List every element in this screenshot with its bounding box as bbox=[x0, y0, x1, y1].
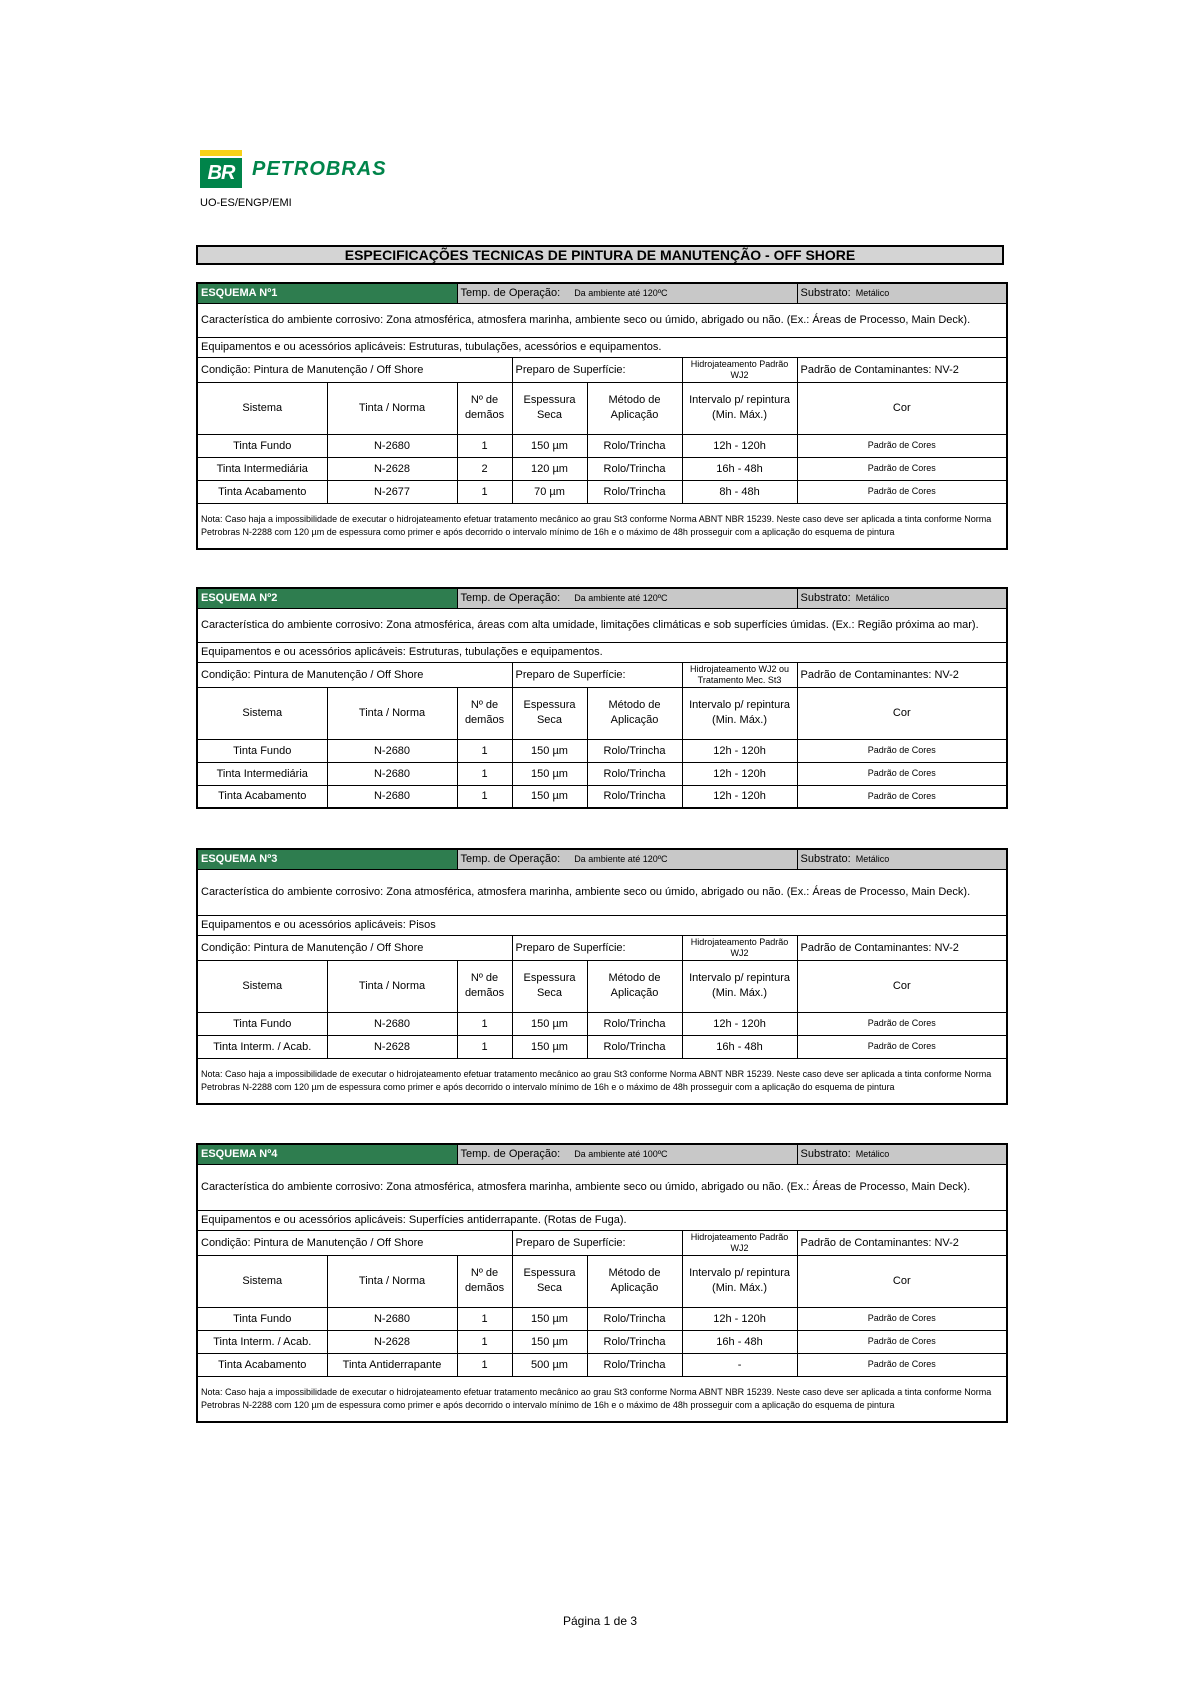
table-cell: Tinta Fundo bbox=[197, 739, 327, 762]
column-header: Método de Aplicação bbox=[587, 1255, 682, 1307]
column-header: Cor bbox=[797, 960, 1007, 1012]
surface-prep-label: Preparo de Superfície: bbox=[512, 662, 682, 687]
table-cell: Rolo/Trincha bbox=[587, 434, 682, 457]
environment-description: Característica do ambiente corrosivo: Zona atmosférica, atmosfera marinha, ambiente seco ou úmido, abrigado ou não. (Ex.: Áreas de Processo, Main Deck). bbox=[197, 1164, 1007, 1210]
table-cell: 12h - 120h bbox=[682, 1307, 797, 1330]
substrate bbox=[797, 1144, 1007, 1164]
table-row bbox=[197, 1307, 1007, 1330]
table-cell: 1 bbox=[457, 785, 512, 808]
table-row bbox=[197, 739, 1007, 762]
table-cell: N-2680 bbox=[327, 434, 457, 457]
table-cell: 12h - 120h bbox=[682, 1012, 797, 1035]
table-cell: Padrão de Cores bbox=[797, 785, 1007, 808]
column-header: Nº de demãos bbox=[457, 687, 512, 739]
condition: Condição: Pintura de Manutenção / Off Shore bbox=[197, 662, 512, 687]
column-header: Tinta / Norma bbox=[327, 960, 457, 1012]
scheme-table bbox=[196, 587, 1008, 809]
table-cell: Rolo/Trincha bbox=[587, 1330, 682, 1353]
column-header: Espessura Seca bbox=[512, 1255, 587, 1307]
column-header: Intervalo p/ repintura (Min. Máx.) bbox=[682, 687, 797, 739]
table-cell: 1 bbox=[457, 1307, 512, 1330]
column-header: Espessura Seca bbox=[512, 382, 587, 434]
table-cell: Rolo/Trincha bbox=[587, 480, 682, 503]
table-cell: 16h - 48h bbox=[682, 1035, 797, 1058]
operating-temp bbox=[457, 283, 797, 303]
logo-wordmark: PETROBRAS bbox=[252, 157, 387, 180]
table-cell: 1 bbox=[457, 1330, 512, 1353]
table-cell: 8h - 48h bbox=[682, 480, 797, 503]
column-header: Tinta / Norma bbox=[327, 382, 457, 434]
substrate-value: Metálico bbox=[855, 288, 890, 299]
column-header: Espessura Seca bbox=[512, 687, 587, 739]
column-header: Sistema bbox=[197, 687, 327, 739]
substrate bbox=[797, 283, 1007, 303]
contaminant-standard: Padrão de Contaminantes: NV-2 bbox=[797, 662, 1007, 687]
table-cell: 2 bbox=[457, 457, 512, 480]
applicable-equipment: Equipamentos e ou acessórios aplicáveis: Estruturas, tubulações e equipamentos. bbox=[197, 642, 1007, 662]
table-cell: Rolo/Trincha bbox=[587, 1012, 682, 1035]
substrate-label: Substrato: bbox=[800, 1148, 851, 1161]
table-row bbox=[197, 1035, 1007, 1058]
table-cell: 150 µm bbox=[512, 762, 587, 785]
temp-label: Temp. de Operação: bbox=[460, 1148, 561, 1161]
substrate-label: Substrato: bbox=[800, 592, 851, 605]
table-cell: N-2680 bbox=[327, 1012, 457, 1035]
table-cell: Tinta Antiderrapante bbox=[327, 1353, 457, 1376]
column-header: Nº de demãos bbox=[457, 1255, 512, 1307]
table-cell: Tinta Interm. / Acab. bbox=[197, 1330, 327, 1353]
table-row bbox=[197, 480, 1007, 503]
table-row bbox=[197, 785, 1007, 808]
table-cell: - bbox=[682, 1353, 797, 1376]
table-cell: 70 µm bbox=[512, 480, 587, 503]
table-cell: 150 µm bbox=[512, 785, 587, 808]
table-cell: Rolo/Trincha bbox=[587, 762, 682, 785]
temp-label: Temp. de Operação: bbox=[460, 592, 561, 605]
condition: Condição: Pintura de Manutenção / Off Shore bbox=[197, 357, 512, 382]
substrate-value: Metálico bbox=[855, 1149, 890, 1160]
scheme-table bbox=[196, 282, 1008, 550]
scheme-name: ESQUEMA Nº2 bbox=[197, 588, 457, 608]
br-logo-mark bbox=[200, 150, 242, 188]
substrate-label: Substrato: bbox=[800, 287, 851, 300]
table-cell: Padrão de Cores bbox=[797, 1012, 1007, 1035]
table-cell: Padrão de Cores bbox=[797, 457, 1007, 480]
table-cell: Tinta Intermediária bbox=[197, 457, 327, 480]
column-header: Cor bbox=[797, 382, 1007, 434]
column-header: Nº de demãos bbox=[457, 382, 512, 434]
column-header: Espessura Seca bbox=[512, 960, 587, 1012]
table-row bbox=[197, 1353, 1007, 1376]
temp-value: Da ambiente até 120ºC bbox=[574, 288, 668, 299]
table-cell: N-2680 bbox=[327, 1307, 457, 1330]
table-cell: 16h - 48h bbox=[682, 457, 797, 480]
table-cell: 150 µm bbox=[512, 1012, 587, 1035]
table-cell: Padrão de Cores bbox=[797, 1353, 1007, 1376]
scheme-note: Nota: Caso haja a impossibilidade de executar o hidrojateamento efetuar tratamento mecânico ao grau St3 conforme Norma ABNT NBR 15239. Neste caso deve ser aplicada a tinta conforme Norma Petrobras N-2288 com 120 µm de espessura como primer e após decorrido o intervalo mínimo de 16h e o máximo de 48h prosseguir com a aplicação do esquema de pintura bbox=[197, 503, 1007, 549]
table-cell: 150 µm bbox=[512, 434, 587, 457]
surface-prep-value: Hidrojateamento Padrão WJ2 bbox=[682, 1230, 797, 1255]
table-cell: 1 bbox=[457, 1353, 512, 1376]
page-number: Página 1 de 3 bbox=[562, 1614, 638, 1628]
table-cell: 12h - 120h bbox=[682, 434, 797, 457]
column-header: Intervalo p/ repintura (Min. Máx.) bbox=[682, 382, 797, 434]
column-header: Tinta / Norma bbox=[327, 687, 457, 739]
table-cell: 150 µm bbox=[512, 1307, 587, 1330]
surface-prep-value: Hidrojateamento WJ2 ou Tratamento Mec. St3 bbox=[682, 662, 797, 687]
table-cell: Padrão de Cores bbox=[797, 1330, 1007, 1353]
table-cell: 1 bbox=[457, 1035, 512, 1058]
column-header: Nº de demãos bbox=[457, 960, 512, 1012]
table-cell: Tinta Interm. / Acab. bbox=[197, 1035, 327, 1058]
table-cell: N-2677 bbox=[327, 480, 457, 503]
table-cell: Padrão de Cores bbox=[797, 480, 1007, 503]
surface-prep-value: Hidrojateamento Padrão WJ2 bbox=[682, 357, 797, 382]
column-header: Cor bbox=[797, 687, 1007, 739]
temp-value: Da ambiente até 100ºC bbox=[574, 1149, 668, 1160]
environment-description: Característica do ambiente corrosivo: Zona atmosférica, áreas com alta umidade, limitações climáticas e sob superfícies úmidas. (Ex.: Região próxima ao mar). bbox=[197, 608, 1007, 642]
table-cell: Padrão de Cores bbox=[797, 1307, 1007, 1330]
table-row bbox=[197, 1012, 1007, 1035]
table-cell: N-2680 bbox=[327, 762, 457, 785]
table-cell: Tinta Fundo bbox=[197, 434, 327, 457]
table-cell: 500 µm bbox=[512, 1353, 587, 1376]
applicable-equipment: Equipamentos e ou acessórios aplicáveis: Superfícies antiderrapante. (Rotas de Fuga). bbox=[197, 1210, 1007, 1230]
column-header: Intervalo p/ repintura (Min. Máx.) bbox=[682, 1255, 797, 1307]
table-cell: 1 bbox=[457, 739, 512, 762]
operating-temp bbox=[457, 849, 797, 869]
table-cell: Tinta Acabamento bbox=[197, 1353, 327, 1376]
table-cell: Padrão de Cores bbox=[797, 1035, 1007, 1058]
page-title: ESPECIFICAÇÕES TECNICAS DE PINTURA DE MANUTENÇÃO - OFF SHORE bbox=[196, 245, 1004, 265]
substrate-label: Substrato: bbox=[800, 853, 851, 866]
scheme-name: ESQUEMA Nº3 bbox=[197, 849, 457, 869]
table-cell: 1 bbox=[457, 480, 512, 503]
table-cell: 150 µm bbox=[512, 739, 587, 762]
environment-description: Característica do ambiente corrosivo: Zona atmosférica, atmosfera marinha, ambiente seco ou úmido, abrigado ou não. (Ex.: Áreas de Processo, Main Deck). bbox=[197, 869, 1007, 915]
table-row bbox=[197, 762, 1007, 785]
scheme-note: Nota: Caso haja a impossibilidade de executar o hidrojateamento efetuar tratamento mecânico ao grau St3 conforme Norma ABNT NBR 15239. Neste caso deve ser aplicada a tinta conforme Norma Petrobras N-2288 com 120 µm de espessura como primer e após decorrido o intervalo mínimo de 16h e o máximo de 48h prosseguir com a aplicação do esquema de pintura bbox=[197, 1376, 1007, 1422]
temp-value: Da ambiente até 120ºC bbox=[574, 593, 668, 604]
substrate-value: Metálico bbox=[855, 854, 890, 865]
column-header: Sistema bbox=[197, 960, 327, 1012]
table-cell: N-2680 bbox=[327, 739, 457, 762]
temp-label: Temp. de Operação: bbox=[460, 287, 561, 300]
substrate-value: Metálico bbox=[855, 593, 890, 604]
table-cell: 1 bbox=[457, 762, 512, 785]
operating-temp bbox=[457, 1144, 797, 1164]
table-cell: N-2628 bbox=[327, 1330, 457, 1353]
table-cell: Rolo/Trincha bbox=[587, 1307, 682, 1330]
table-cell: 1 bbox=[457, 1012, 512, 1035]
column-header: Método de Aplicação bbox=[587, 960, 682, 1012]
table-cell: Rolo/Trincha bbox=[587, 785, 682, 808]
table-cell: 12h - 120h bbox=[682, 785, 797, 808]
column-header: Intervalo p/ repintura (Min. Máx.) bbox=[682, 960, 797, 1012]
table-cell: 120 µm bbox=[512, 457, 587, 480]
table-cell: Rolo/Trincha bbox=[587, 739, 682, 762]
table-cell: Tinta Fundo bbox=[197, 1307, 327, 1330]
substrate bbox=[797, 849, 1007, 869]
table-cell: Padrão de Cores bbox=[797, 739, 1007, 762]
condition: Condição: Pintura de Manutenção / Off Shore bbox=[197, 935, 512, 960]
department-code: UO-ES/ENGP/EMI bbox=[200, 197, 292, 209]
table-cell: 150 µm bbox=[512, 1330, 587, 1353]
table-row bbox=[197, 1330, 1007, 1353]
substrate bbox=[797, 588, 1007, 608]
scheme-table bbox=[196, 1143, 1008, 1423]
column-header: Método de Aplicação bbox=[587, 382, 682, 434]
logo-box-text: BR bbox=[200, 158, 242, 188]
table-cell: Tinta Fundo bbox=[197, 1012, 327, 1035]
column-header: Sistema bbox=[197, 1255, 327, 1307]
temp-label: Temp. de Operação: bbox=[460, 853, 561, 866]
table-row bbox=[197, 457, 1007, 480]
table-cell: N-2680 bbox=[327, 785, 457, 808]
surface-prep-value: Hidrojateamento Padrão WJ2 bbox=[682, 935, 797, 960]
table-cell: Rolo/Trincha bbox=[587, 1035, 682, 1058]
table-cell: 16h - 48h bbox=[682, 1330, 797, 1353]
table-cell: Tinta Acabamento bbox=[197, 785, 327, 808]
table-cell: N-2628 bbox=[327, 457, 457, 480]
table-cell: Padrão de Cores bbox=[797, 762, 1007, 785]
contaminant-standard: Padrão de Contaminantes: NV-2 bbox=[797, 1230, 1007, 1255]
surface-prep-label: Preparo de Superfície: bbox=[512, 935, 682, 960]
column-header: Método de Aplicação bbox=[587, 687, 682, 739]
table-cell: 12h - 120h bbox=[682, 739, 797, 762]
contaminant-standard: Padrão de Contaminantes: NV-2 bbox=[797, 357, 1007, 382]
table-cell: Rolo/Trincha bbox=[587, 1353, 682, 1376]
temp-value: Da ambiente até 120ºC bbox=[574, 854, 668, 865]
scheme-name: ESQUEMA Nº1 bbox=[197, 283, 457, 303]
table-row bbox=[197, 434, 1007, 457]
condition: Condição: Pintura de Manutenção / Off Shore bbox=[197, 1230, 512, 1255]
contaminant-standard: Padrão de Contaminantes: NV-2 bbox=[797, 935, 1007, 960]
table-cell: Tinta Acabamento bbox=[197, 480, 327, 503]
table-cell: Tinta Intermediária bbox=[197, 762, 327, 785]
table-cell: Padrão de Cores bbox=[797, 434, 1007, 457]
environment-description: Característica do ambiente corrosivo: Zona atmosférica, atmosfera marinha, ambiente seco ou úmido, abrigado ou não. (Ex.: Áreas de Processo, Main Deck). bbox=[197, 303, 1007, 337]
applicable-equipment: Equipamentos e ou acessórios aplicáveis: Estruturas, tubulações, acessórios e equipamentos. bbox=[197, 337, 1007, 357]
surface-prep-label: Preparo de Superfície: bbox=[512, 1230, 682, 1255]
table-cell: 1 bbox=[457, 434, 512, 457]
operating-temp bbox=[457, 588, 797, 608]
column-header: Tinta / Norma bbox=[327, 1255, 457, 1307]
scheme-table bbox=[196, 848, 1008, 1105]
column-header: Cor bbox=[797, 1255, 1007, 1307]
petrobras-logo bbox=[200, 150, 387, 188]
table-cell: 150 µm bbox=[512, 1035, 587, 1058]
column-header: Sistema bbox=[197, 382, 327, 434]
surface-prep-label: Preparo de Superfície: bbox=[512, 357, 682, 382]
table-cell: Rolo/Trincha bbox=[587, 457, 682, 480]
scheme-name: ESQUEMA Nº4 bbox=[197, 1144, 457, 1164]
table-cell: 12h - 120h bbox=[682, 762, 797, 785]
applicable-equipment: Equipamentos e ou acessórios aplicáveis: Pisos bbox=[197, 915, 1007, 935]
table-cell: N-2628 bbox=[327, 1035, 457, 1058]
scheme-note: Nota: Caso haja a impossibilidade de executar o hidrojateamento efetuar tratamento mecânico ao grau St3 conforme Norma ABNT NBR 15239. Neste caso deve ser aplicada a tinta conforme Norma Petrobras N-2288 com 120 µm de espessura como primer e após decorrido o intervalo mínimo de 16h e o máximo de 48h prosseguir com a aplicação do esquema de pintura bbox=[197, 1058, 1007, 1104]
